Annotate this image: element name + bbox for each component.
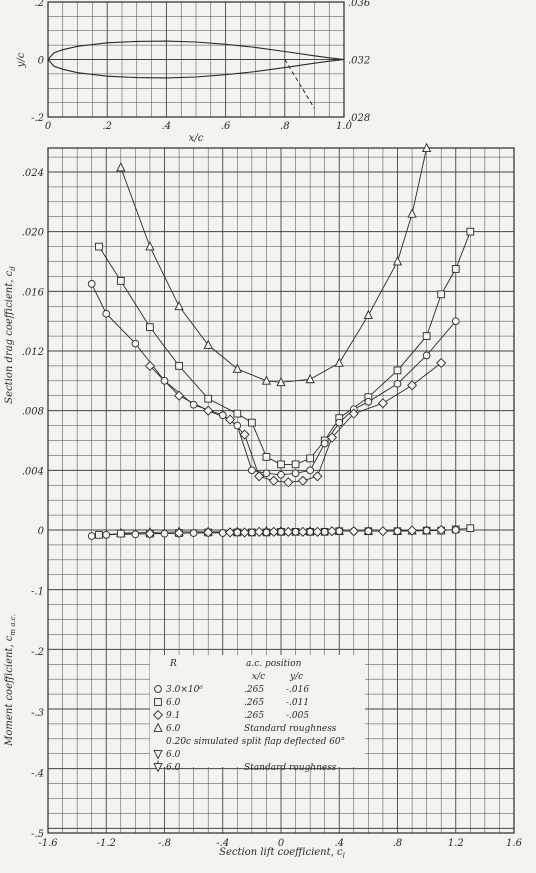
- x-tick-label: 1.2: [447, 838, 464, 849]
- drag-point-square: [307, 455, 314, 462]
- legend-R-2: 6.0: [166, 698, 181, 708]
- drag-point-square: [263, 454, 270, 461]
- legend-xc-header: x/c: [252, 672, 266, 682]
- moment-axis-label-text: Moment coefficient, c: [4, 635, 15, 746]
- drag-point-circle: [103, 310, 110, 317]
- legend-note-4: Standard roughness: [244, 724, 337, 734]
- drag-point-square: [147, 324, 154, 331]
- moment-point-circle: [365, 528, 372, 535]
- drag-point-square: [278, 461, 285, 468]
- moment-point-circle: [88, 533, 95, 540]
- inset-x-tick: .2: [102, 121, 112, 132]
- drag-point-square: [248, 419, 255, 426]
- drag-point-square: [96, 243, 103, 250]
- moment-point-circle: [190, 530, 197, 537]
- drag-point-circle: [248, 467, 255, 474]
- drag-tick-label: .020: [21, 227, 44, 239]
- drag-tick-label: 0: [37, 526, 44, 537]
- x-tick-label: -1.6: [38, 838, 58, 849]
- drag-point-square: [438, 291, 445, 298]
- moment-tick-label: -.4: [31, 768, 44, 780]
- moment-point-circle: [161, 530, 168, 537]
- x-axis-label-subscript: l: [342, 852, 345, 860]
- inset-right-tick: .036: [348, 0, 371, 9]
- moment-tick-label: -.5: [31, 829, 44, 840]
- inset-x-tick: 0: [44, 121, 52, 132]
- inset-y-label: y/c: [16, 52, 27, 68]
- drag-point-square: [117, 277, 124, 284]
- moment-tick-label: -.2: [31, 647, 44, 659]
- inset-right-tick: .028: [348, 113, 371, 124]
- drag-tick-label: .024: [21, 168, 44, 179]
- drag-point-circle: [190, 401, 197, 408]
- drag-axis-label-text: Section drag coefficient, c: [4, 270, 15, 404]
- legend-flap-note: 0.20c simulated split flap deflected 60°: [166, 737, 346, 747]
- inset-x-tick: .4: [161, 121, 172, 132]
- legend-marker-circle: [155, 686, 162, 693]
- moment-tick-label: -.1: [31, 586, 44, 598]
- inset-x-tick: .6: [220, 121, 231, 132]
- moment-point-circle: [263, 529, 270, 536]
- drag-point-circle: [307, 467, 314, 474]
- drag-point-square: [467, 228, 474, 235]
- drag-point-circle: [88, 280, 95, 287]
- drag-point-square: [452, 266, 459, 273]
- drag-point-square: [394, 367, 401, 374]
- legend-yc-3: -.005: [286, 711, 310, 721]
- x-tick-label: 0: [277, 838, 285, 849]
- x-tick-label: -.4: [216, 838, 230, 849]
- x-tick-label: .4: [334, 838, 345, 849]
- inset-grid: [48, 2, 344, 117]
- legend-yc-1: -.016: [286, 685, 310, 695]
- legend-R-5: 6.0: [166, 750, 181, 760]
- drag-tick-label: .008: [21, 406, 44, 418]
- moment-point-circle: [219, 530, 226, 537]
- legend-R-1: 3.0×10⁶: [166, 685, 203, 695]
- drag-point-circle: [452, 318, 459, 325]
- drag-point-circle: [219, 412, 226, 419]
- drag-point-circle: [365, 398, 372, 405]
- drag-point-square: [205, 395, 212, 402]
- drag-point-square: [423, 333, 430, 340]
- moment-point-circle: [103, 531, 110, 538]
- drag-point-square: [292, 461, 299, 468]
- drag-tick-label: .012: [21, 347, 44, 358]
- legend-R-3: 9.1: [166, 711, 181, 721]
- inset-x-tick: .8: [280, 121, 290, 132]
- inset-y-tick: 0: [37, 55, 44, 67]
- legend-yc-header: y/c: [290, 672, 304, 682]
- moment-point-circle: [132, 531, 139, 538]
- moment-point-circle: [394, 528, 401, 535]
- moment-point-square: [467, 525, 474, 532]
- legend-marker-square: [155, 699, 162, 706]
- drag-point-circle: [321, 440, 328, 447]
- x-tick-label: -.8: [158, 838, 171, 849]
- moment-point-circle: [423, 527, 430, 534]
- moment-point-square: [96, 531, 103, 538]
- legend-xc-1: .265: [244, 685, 265, 695]
- legend-note-6: Standard roughness: [244, 763, 337, 773]
- legend-R-4: 6.0: [166, 724, 181, 734]
- drag-point-circle: [394, 380, 401, 387]
- inset-right-tick: .032: [348, 55, 371, 67]
- drag-point-circle: [161, 377, 168, 384]
- drag-tick-label: .004: [21, 466, 44, 478]
- legend-R-header: R: [170, 659, 177, 669]
- drag-point-circle: [423, 352, 430, 359]
- inset-x-label: x/c: [188, 133, 204, 144]
- legend-xc-2: .265: [244, 698, 265, 708]
- legend-R-6: 6.0: [166, 763, 181, 773]
- legend-xc-3: .265: [244, 711, 265, 721]
- x-tick-label: -1.2: [96, 838, 116, 849]
- drag-axis-label-subscript: d: [9, 266, 17, 271]
- legend: [150, 655, 365, 773]
- drag-point-circle: [336, 419, 343, 426]
- moment-tick-label: -.3: [31, 707, 44, 719]
- drag-point-circle: [132, 340, 139, 347]
- legend-ac-header: a.c. position: [246, 659, 302, 669]
- inset-x-tick: 1.0: [336, 121, 352, 132]
- drag-point-circle: [292, 470, 299, 477]
- x-tick-label: .8: [392, 838, 403, 849]
- drag-point-square: [234, 410, 241, 417]
- inset-y-tick: .2: [34, 0, 44, 9]
- drag-point-circle: [234, 422, 241, 429]
- moment-point-square: [117, 530, 124, 537]
- drag-point-square: [176, 363, 183, 370]
- x-axis-label-text: Section lift coefficient, c: [219, 847, 343, 858]
- moment-point-circle: [452, 527, 459, 534]
- inset-y-tick: -.2: [31, 113, 44, 124]
- legend-marker-square: [155, 699, 162, 706]
- legend-marker-circle: [155, 686, 162, 693]
- x-tick-label: 1.6: [506, 838, 522, 849]
- legend-yc-2: -.011: [286, 698, 310, 708]
- moment-axis-label-subscript: m a.c.: [9, 614, 17, 636]
- drag-point-circle: [278, 471, 285, 478]
- legend-row-5: [154, 750, 180, 760]
- drag-point-circle: [263, 470, 270, 477]
- drag-tick-label: .016: [21, 287, 44, 299]
